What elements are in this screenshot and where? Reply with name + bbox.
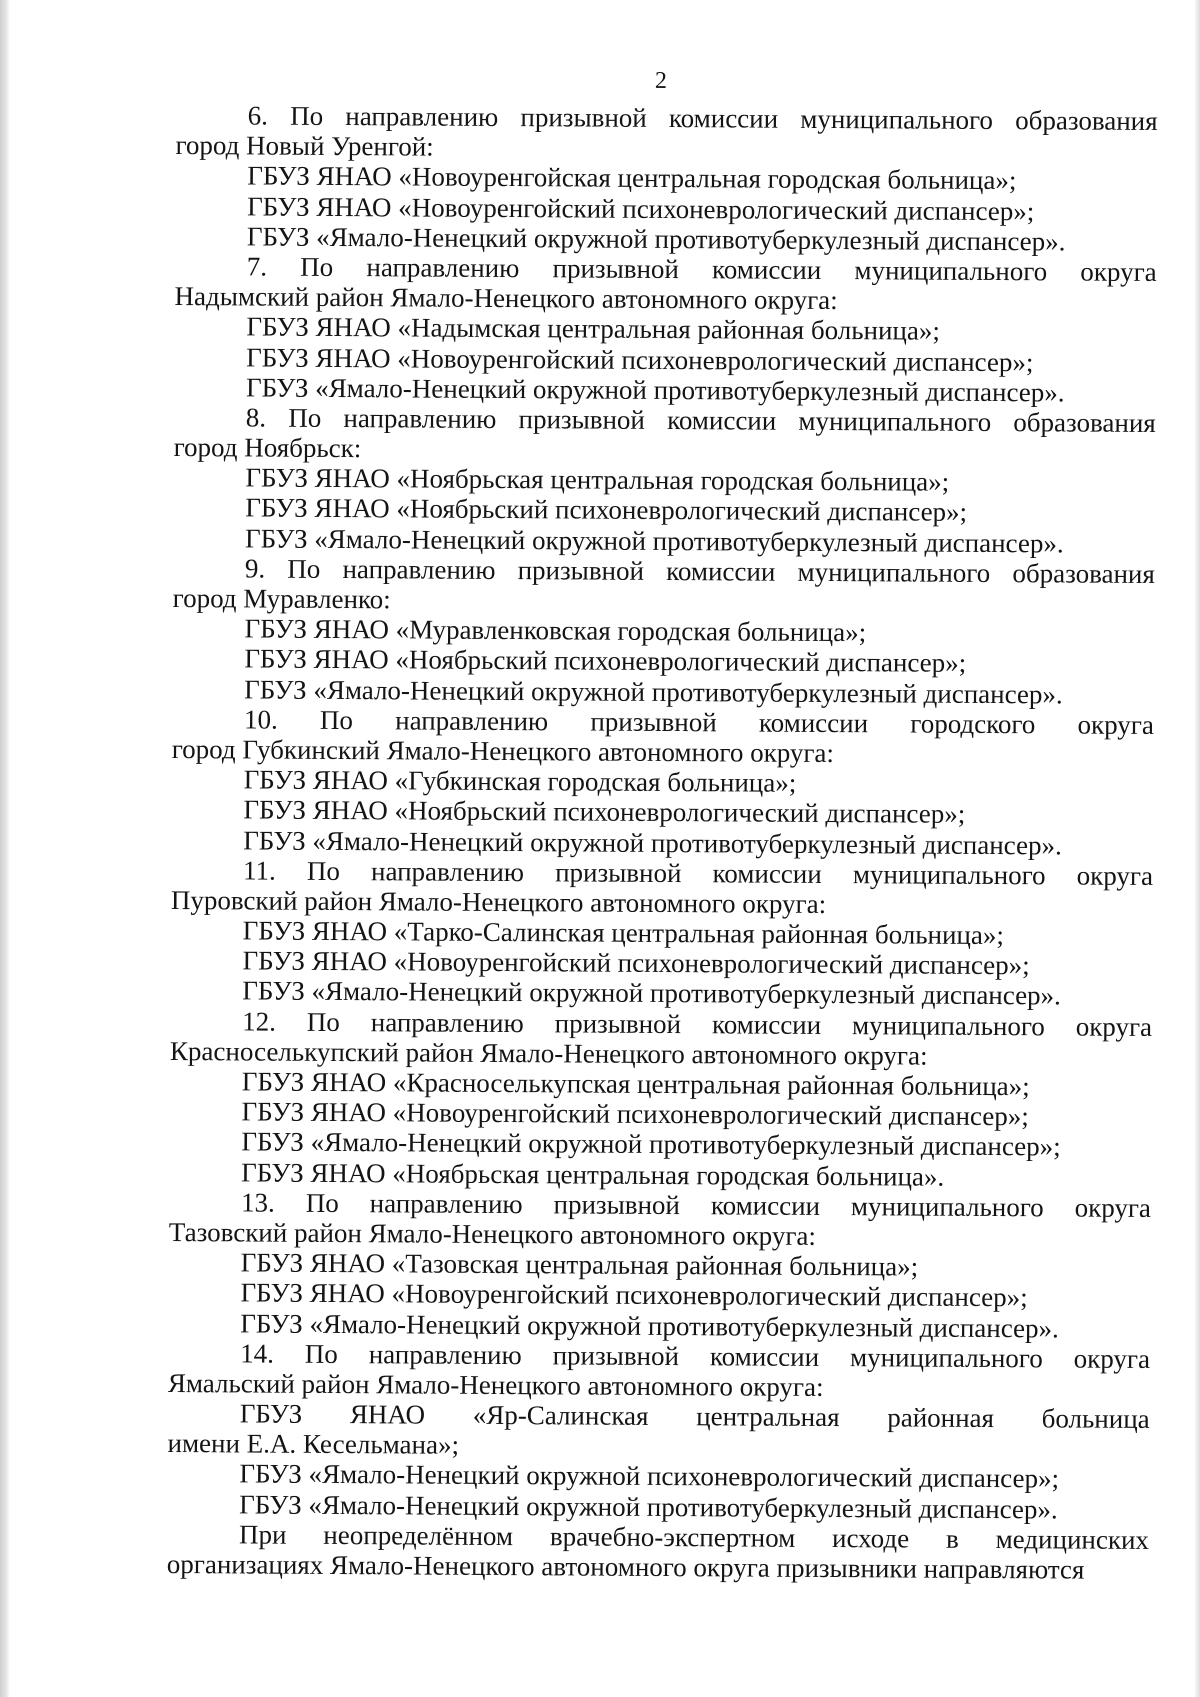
institution-item: ГБУЗ ЯНАО «Ноябрьский психоневрологический диспансер»; [244, 643, 967, 679]
word: 6. [247, 100, 269, 131]
paragraph-continuation: Тазовский район Ямало-Ненецкого автономного округа: [168, 1216, 817, 1251]
word: образования [1012, 557, 1155, 589]
word: направлению [343, 402, 497, 434]
word: комиссии [712, 857, 822, 889]
word: По [290, 100, 324, 131]
institution-item: ГБУЗ «Ямало-Ненецкий окружной противотуберкулезный диспансер». [245, 523, 1064, 559]
word: городского [910, 708, 1036, 740]
scan-edge-right [1194, 0, 1200, 1697]
word: комиссии [666, 555, 776, 587]
word: 12. [242, 1006, 276, 1037]
institution-item: ГБУЗ ЯНАО «Красноселькупская центральная районная больница»; [241, 1066, 1030, 1102]
word: округа [1076, 860, 1154, 891]
word: призывной [518, 403, 646, 435]
word: медицинских [995, 1523, 1150, 1555]
institution-item: ГБУЗ ЯНАО «Новоуренгойский психоневрологический диспансер»; [247, 190, 1035, 226]
word: направлению [370, 855, 525, 887]
word: комиссии [709, 1340, 820, 1372]
institution-item: ГБУЗ ЯНАО «Надымская центральная районная больница»; [246, 311, 940, 346]
word: муниципального [852, 1009, 1045, 1041]
word: направлению [366, 252, 520, 284]
word: По [306, 1006, 340, 1037]
word: муниципального [798, 405, 992, 437]
institution-item: ГБУЗ «Ямало-Ненецкий окружной противотуберкулезный диспансер». [239, 1489, 1058, 1525]
institution-item: ГБУЗ «Ямало-Ненецкий окружной противотуберкулезный диспансер». [242, 975, 1061, 1011]
institution-item: ГБУЗ ЯНАО «Тарко-Салинская центральная районная больница»; [242, 915, 1005, 951]
word: 10. [243, 704, 278, 735]
word: муниципального [849, 1341, 1043, 1374]
institution-item: ГБУЗ ЯНАО «Новоуренгойский психоневрологический диспансер»; [240, 1277, 1028, 1313]
word: неопределённом [323, 1519, 514, 1551]
word: округа [1080, 256, 1157, 287]
paragraph-continuation: имени Е.А. Кесельмана»; [167, 1428, 460, 1461]
word: По [305, 1187, 339, 1218]
word: 7. [246, 251, 268, 282]
word: направлению [368, 1338, 522, 1370]
paragraph-continuation: Ямальский район Ямало-Ненецкого автономного округа: [167, 1367, 824, 1402]
institution-item: ГБУЗ ЯНАО «Губкинская городская больница»; [243, 764, 797, 798]
word: ГБУЗ [239, 1398, 303, 1429]
word: 11. [242, 855, 276, 886]
word: комиссии [711, 1008, 822, 1040]
word: центральная [696, 1401, 840, 1433]
word: По [319, 704, 354, 735]
page-number: 2 [654, 67, 667, 94]
word: ЯНАО [349, 1399, 426, 1430]
word: исходе [832, 1522, 910, 1554]
word: направлению [345, 101, 499, 132]
word: комиссии [710, 1190, 821, 1221]
word: По [287, 553, 321, 584]
institution-item: ГБУЗ «Ямало-Ненецкий окружной противотуберкулезный диспансер». [240, 1307, 1059, 1343]
word: округа [1073, 1343, 1151, 1374]
word: По [306, 855, 341, 886]
word: При [238, 1519, 287, 1550]
word: образования [1015, 105, 1158, 136]
institution-item: ГБУЗ ЯНАО «Новоуренгойский психоневрологический диспансер»; [241, 1096, 1029, 1132]
word: округа [1074, 1192, 1152, 1223]
word: комиссии [667, 404, 777, 436]
word: призывной [552, 1340, 680, 1371]
paragraph-continuation: Надымский район Ямало-Ненецкого автономного округа: [174, 281, 838, 316]
institution-item: ГБУЗ «Ямало-Ненецкий окружной противотуберкулезный диспансер». [243, 824, 1062, 860]
institution-item: ГБУЗ ЯНАО «Тазовская центральная районная больница»; [240, 1247, 919, 1282]
word: «Яр-Салинская [472, 1399, 649, 1431]
word: По [300, 251, 334, 282]
word: муниципального [850, 1190, 1044, 1223]
word: муниципального [852, 858, 1046, 891]
scan-edge-left [0, 0, 10, 1697]
word: комиссии [712, 254, 822, 285]
word: призывной [517, 554, 645, 586]
word: 8. [245, 402, 267, 433]
word: По [304, 1338, 338, 1369]
word: комиссии [758, 707, 869, 738]
word: 9. [244, 553, 266, 584]
institution-item: ГБУЗ «Ямало-Ненецкий окружной противотуберкулезный диспансер». [244, 673, 1063, 709]
word: муниципального [800, 103, 994, 135]
word: призывной [552, 253, 680, 285]
institution-item: ГБУЗ ЯНАО «Ноябрьская центральная городская больница»; [245, 462, 950, 497]
word: направлению [369, 1187, 523, 1219]
institution-item: ГБУЗ «Ямало-Ненецкий окружной противотуберкулезный диспансер»; [241, 1126, 1061, 1162]
word: муниципального [854, 255, 1048, 287]
institution-item: ГБУЗ ЯНАО «Муравленковская городская больница»; [244, 613, 867, 648]
institution-item: ГБУЗ «Ямало-Ненецкий окружной противотуберкулезный диспансер». [246, 221, 1066, 257]
word: больница [1041, 1403, 1150, 1435]
word: врачебно-экспертном [549, 1521, 796, 1553]
document-body [167, 100, 1158, 1585]
paragraph-continuation: город Губкинский Ямало-Ненецкого автономного округа: [171, 733, 835, 768]
word: направлению [395, 705, 549, 737]
word: муниципального [797, 556, 991, 588]
word: районная [887, 1402, 995, 1434]
institution-item: ГБУЗ ЯНАО «Новоуренгойский психоневрологический диспансер»; [242, 945, 1030, 981]
word: направлению [342, 553, 496, 585]
institution-item: ГБУЗ ЯНАО «Ноябрьский психоневрологический диспансер»; [245, 492, 968, 528]
institution-item: ГБУЗ ЯНАО «Ноябрьская центральная городская больница». [241, 1156, 945, 1192]
word: По [288, 402, 322, 433]
word: 13. [240, 1187, 275, 1218]
paragraph-continuation: организациях Ямало-Ненецкого автономного округа призывники направляются [166, 1548, 1085, 1585]
word: комиссии [668, 103, 779, 134]
institution-item: ГБУЗ ЯНАО «Новоуренгойская центральная городская больница»; [247, 160, 1017, 196]
paragraph-continuation: Красноселькупский район Ямало-Ненецкого автономного округа: [169, 1035, 928, 1071]
word: призывной [590, 706, 717, 738]
institution-item: ГБУЗ ЯНАО «Новоуренгойский психоневрологический диспансер»; [246, 341, 1034, 377]
paragraph-continuation: город Муравленко: [172, 582, 391, 615]
word: 14. [240, 1338, 274, 1369]
paragraph-continuation: Пуровский район Ямало-Ненецкого автономного округа: [170, 884, 827, 919]
document-page [167, 64, 1158, 1585]
word: направлению [370, 1006, 524, 1038]
word: призывной [554, 1007, 682, 1039]
word: призывной [555, 857, 682, 888]
paragraph-continuation: город Новый Уренгой: [175, 130, 434, 162]
institution-item: ГБУЗ ЯНАО «Ноябрьский психоневрологический диспансер»; [243, 794, 966, 830]
institution-item: ГБУЗ «Ямало-Ненецкий окружной противотуберкулезный диспансер». [245, 372, 1065, 408]
word: призывной [553, 1189, 681, 1220]
institution-item: ГБУЗ «Ямало-Ненецкий окружной психоневрологический диспансер»; [239, 1458, 1060, 1494]
word: округа [1075, 1011, 1153, 1042]
word: округа [1077, 709, 1154, 740]
word: призывной [520, 102, 647, 133]
paragraph-continuation: город Ноябрьск: [173, 432, 362, 464]
word: образования [1013, 406, 1156, 438]
word: в [945, 1523, 959, 1554]
